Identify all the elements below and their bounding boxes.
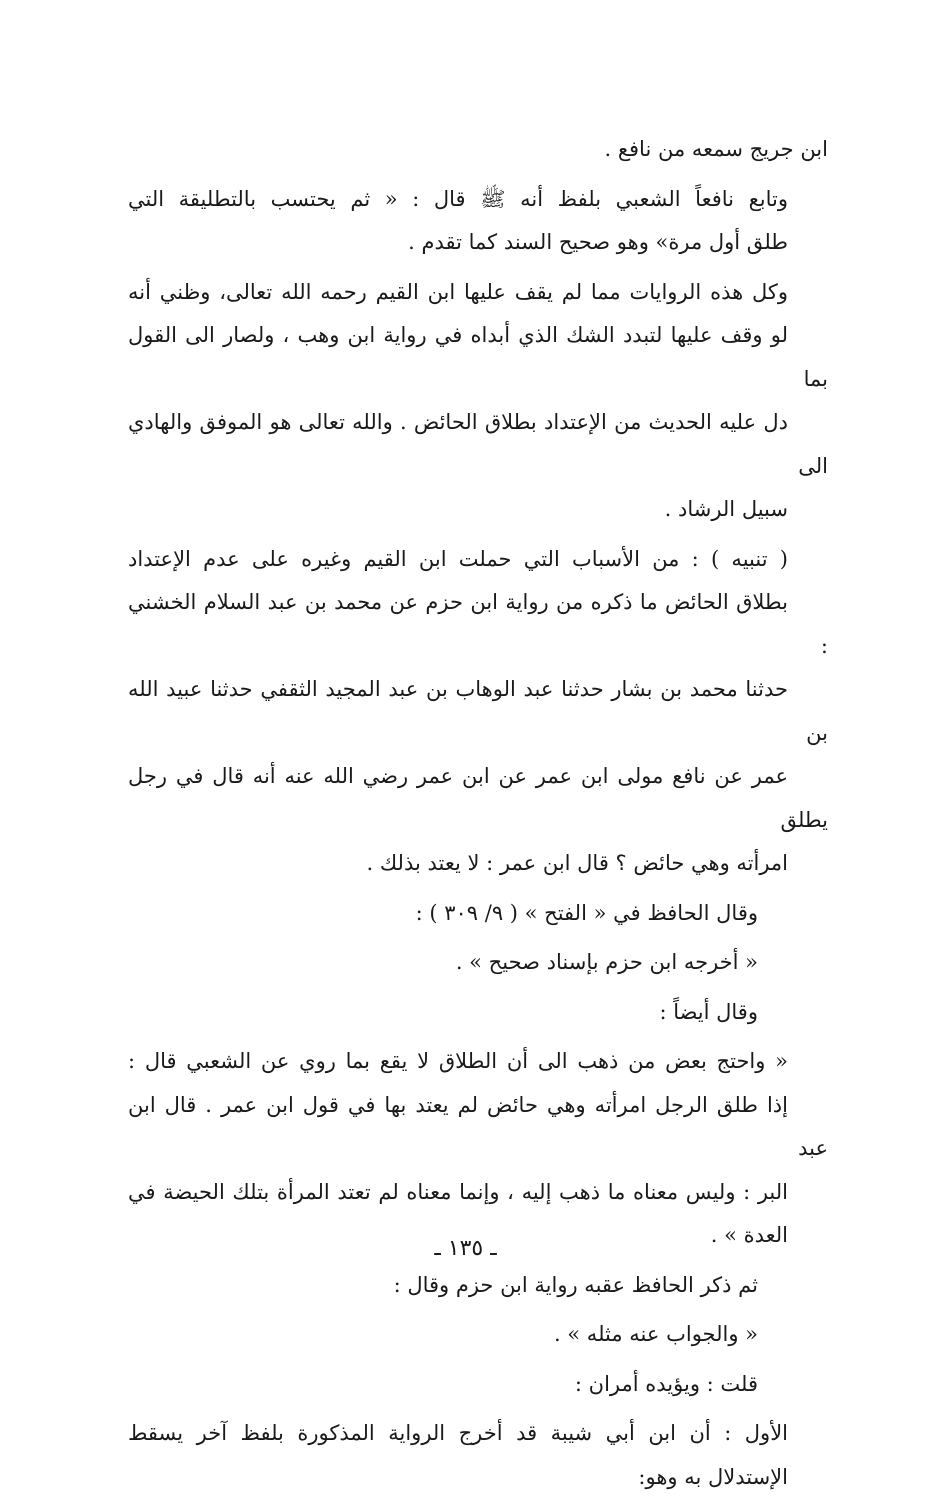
text-line: بطلاق الحائض ما ذكره من رواية ابن حزم عن محمد بن عبد السلام الخشني : [128,590,828,658]
text-line: دل عليه الحديث من الإعتداد بطلاق الحائض . والله تعالى هو الموفق والهادي الى [128,410,828,478]
text-line: « أخرجه ابن حزم بإسناد صحيح » . [455,950,758,974]
paragraph-3 [128,271,828,532]
page-number: ـ ١٣٥ ـ [434,1236,497,1261]
paragraph-12 [128,1412,828,1499]
text-line: ( تنبيه ) : من الأسباب التي حملت ابن القيم وغيره على عدم الإعتداد [128,546,788,571]
text-line: البر : وليس معناه ما ذهب إليه ، وإنما معناه لم تعتد المرأة بتلك الحيضة في [128,1179,788,1204]
paragraph-8-quote [128,1040,828,1258]
text-line: لو وقف عليها لتبدد الشك الذي أبداه في رواية ابن وهب ، ولصار الى القول بما [128,323,828,391]
paragraph-10-quote [128,1313,828,1357]
text-line: « والجواب عنه مثله » . [553,1322,758,1346]
text-line: حدثنا محمد بن بشار حدثنا عبد الوهاب بن عبد المجيد الثقفي حدثنا عبيد الله بن [128,677,828,745]
main-text [128,128,828,1505]
paragraph-9 [128,1264,828,1308]
text-line: وقال أيضاً : [659,999,758,1024]
paragraph-6-quote [128,941,828,985]
paragraph-2 [128,178,828,265]
text-line: قلت : ويؤيده أمران : [574,1371,758,1396]
text-line: إذا طلق الرجل امرأته وهي حائض لم يعتد بها في قول ابن عمر . قال ابن عبد [128,1092,828,1160]
paragraph-7 [128,991,828,1035]
text-line: عمر عن نافع مولى ابن عمر عن ابن عمر رضي الله عنه أنه قال في رجل يطلق [128,764,828,832]
text-line: طلق أول مرة» وهو صحيح السند كما تقدم . [408,230,788,254]
text-line: « واحتج بعض من ذهب الى أن الطلاق لا يقع بما روي عن الشعبي قال : [128,1049,788,1073]
text-line: ثم ذكر الحافظ عقبه رواية ابن حزم وقال : [393,1272,758,1297]
paragraph-5 [128,892,828,936]
text-line: وقال الحافظ في « الفتح » ( ٩/ ٣٠٩ ) : [415,900,758,925]
text-line: سبيل الرشاد . [664,497,788,521]
text-line: وكل هذه الروايات مما لم يقف عليها ابن القيم رحمه الله تعالى، وظني أنه [128,279,788,304]
text-line: امرأته وهي حائض ؟ قال ابن عمر : لا يعتد بذلك . [366,851,788,875]
text-line: الأول : أن ابن أبي شيبة قد أخرج الرواية المذكورة بلفظ آخر يسقط [128,1421,788,1445]
paragraph-1 [128,128,828,172]
paragraph-4-note [128,538,828,886]
text-line: وتابع نافعاً الشعبي بلفظ أنه ﷺ قال : « ثم يحتسب بالتطليقة التي [128,186,788,211]
text-line: ابن جريج سمعه من نافع . [604,137,828,161]
paragraph-11 [128,1363,828,1407]
text-line: الإستدلال به وهو: [638,1464,788,1489]
text-line: العدة » . [710,1223,788,1247]
